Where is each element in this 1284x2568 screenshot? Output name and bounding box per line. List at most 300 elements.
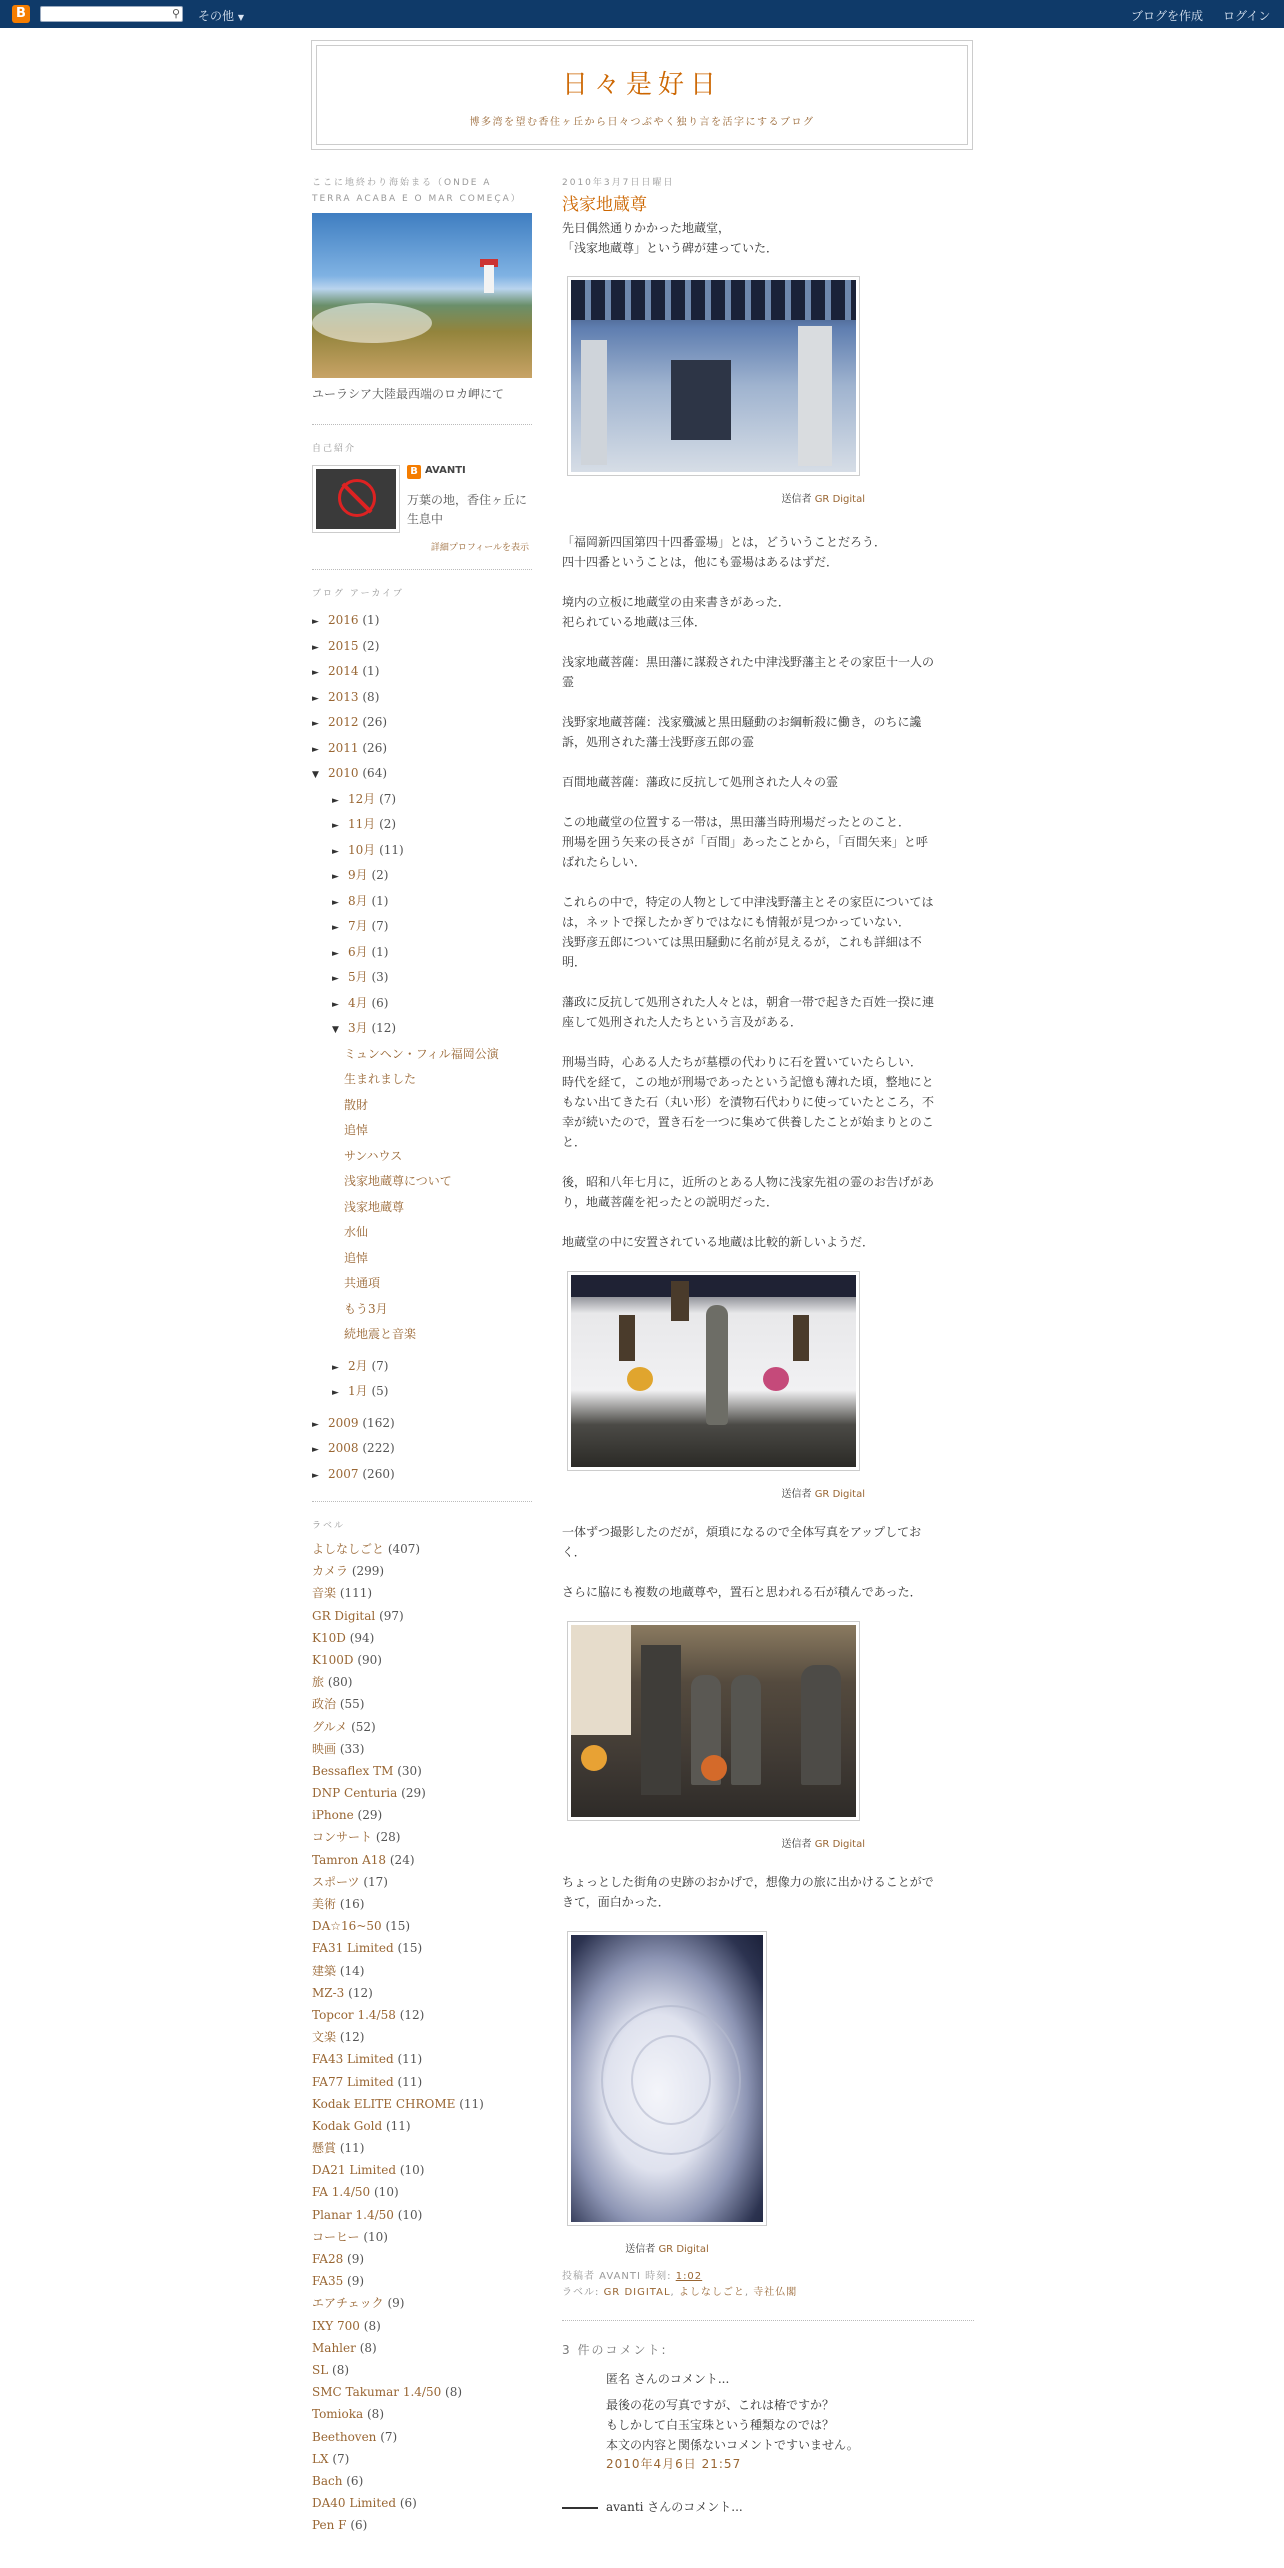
photo-album-link[interactable]: GR Digital [814, 1839, 865, 1850]
label-item [312, 2026, 532, 2048]
label-count: (8) [332, 2362, 350, 2377]
archive-link[interactable]: 10月 [348, 842, 376, 857]
comment-body: 最後の花の写真ですが、これは椿ですか？ もしかして白玉宝珠という種類なのでは？ 本文の内容と関係ないコメントですいません。 [606, 2398, 859, 2452]
post-paragraph: 浅野家地蔵菩薩：浅家殲滅と黒田騒動のお綱斬殺に働き，のちに讒 訴，処刑された藩士浅野彦五郎の霊 [562, 715, 922, 749]
label-item [312, 2048, 532, 2070]
label-count: (30) [397, 1763, 422, 1778]
archive-widget [312, 570, 532, 1502]
collapsed-toggle-icon[interactable]: ► [332, 846, 339, 857]
collapsed-toggle-icon[interactable]: ► [332, 872, 339, 882]
post-body [562, 532, 974, 1252]
label-count: (10) [397, 2207, 423, 2222]
collapsed-toggle-icon[interactable]: ► [332, 948, 339, 959]
photo-caption: 送信者 GR Digital [781, 494, 865, 505]
collapsed-toggle-icon[interactable]: ► [312, 1445, 319, 1455]
archive-link[interactable]: 3月 [348, 1021, 368, 1035]
label-link[interactable]: FA 1.4/50 [312, 2185, 371, 2200]
archive-widget-title: ブログ アーカイブ [312, 589, 404, 599]
archive-item[interactable] [312, 1118, 532, 1144]
label-count: (8) [359, 2340, 377, 2355]
label-item [312, 1582, 532, 1604]
archive-list [312, 608, 532, 1487]
label-link[interactable]: GR Digital [312, 1608, 376, 1623]
archive-item[interactable] [312, 1067, 532, 1093]
label-link[interactable]: 美術 [312, 1897, 337, 1911]
collapsed-toggle-icon[interactable]: ► [332, 1362, 339, 1373]
label-count: (10) [363, 2229, 388, 2244]
label-count: (29) [357, 1808, 383, 1823]
collapsed-toggle-icon[interactable]: ► [332, 999, 339, 1010]
label-count: (11) [397, 2052, 423, 2067]
label-count: (11) [459, 2096, 484, 2111]
comments-heading: 3 件のコメント: [562, 2343, 668, 2357]
label-item [312, 2204, 532, 2226]
label-link[interactable]: Kodak Gold [312, 2118, 383, 2133]
label-link[interactable]: iPhone [312, 1808, 354, 1823]
label-count: (7) [332, 2451, 350, 2466]
label-count: (12) [399, 2007, 425, 2022]
blog-description: 博多湾を望む香住ヶ丘から日々つぶやく独り言を活字にするブログ [469, 117, 815, 128]
label-link[interactable]: スポーツ [312, 1874, 360, 1889]
archive-item[interactable] [312, 710, 532, 736]
archive-link[interactable]: 2013 [328, 689, 359, 704]
label-count: (15) [397, 1941, 423, 1956]
label-count: (24) [389, 1852, 415, 1867]
label-item [312, 2226, 532, 2248]
navbar-more-menu[interactable]: その他 ▼ [198, 9, 244, 23]
archive-item[interactable] [312, 889, 532, 915]
archive-item[interactable] [312, 1436, 532, 1462]
archive-link[interactable]: 2010 [328, 766, 359, 780]
label-link[interactable]: SMC Takumar 1.4/50 [312, 2385, 442, 2400]
archive-count: (2) [379, 817, 397, 831]
collapsed-toggle-icon[interactable]: ► [332, 1388, 339, 1398]
archive-item[interactable] [312, 634, 532, 660]
archive-item[interactable] [312, 991, 532, 1017]
label-item [312, 1760, 532, 1782]
archive-count: (222) [362, 1441, 395, 1455]
label-item [312, 2359, 532, 2381]
labels-widget [312, 1502, 532, 2536]
label-item [312, 2270, 532, 2292]
create-blog-link[interactable]: ブログを作成 [1131, 9, 1204, 23]
collapsed-toggle-icon[interactable]: ► [312, 642, 319, 653]
label-link[interactable]: DNP Centuria [312, 1786, 398, 1801]
label-link[interactable]: Tomioka [312, 2407, 364, 2422]
label-item [312, 2248, 532, 2270]
photo-album-link[interactable]: GR Digital [814, 494, 865, 505]
label-count: (9) [347, 2274, 365, 2289]
post-paragraph: さらに脇にも複数の地蔵尊や，置石と思われる石が積んであった． [562, 1585, 922, 1599]
cabo-da-roca-photo [312, 213, 532, 378]
archive-link[interactable]: 5月 [348, 970, 368, 984]
label-link[interactable]: IXY 700 [312, 2318, 360, 2333]
label-item [312, 2470, 532, 2492]
label-link[interactable]: 建築 [312, 1963, 337, 1978]
profile-name[interactable]: AVANTI [425, 465, 466, 476]
expanded-toggle-icon[interactable]: ▼ [332, 1025, 339, 1035]
archive-count: (26) [362, 740, 388, 755]
label-link[interactable]: 懸賞 [312, 2141, 337, 2156]
labels-widget-title: ラベル [312, 1521, 346, 1531]
post-label-link[interactable]: GR DIGITAL [603, 2287, 671, 2298]
label-item [312, 1982, 532, 2004]
no-dog-sign-icon [338, 479, 376, 517]
post-paragraph: 浅家地蔵菩薩：黒田藩に謀殺された中津浅野藩主とその家臣十一人の 霊 [562, 655, 935, 689]
label-item [312, 2181, 532, 2203]
archive-link[interactable]: 追悼 [344, 1123, 369, 1137]
archive-item[interactable] [312, 1169, 532, 1195]
label-item [312, 1716, 532, 1738]
post-paragraph: 境内の立板に地蔵堂の由来書きがあった． 祀られている地蔵は三体． [562, 595, 790, 629]
post-photo[interactable] [567, 1271, 860, 1471]
post-photo[interactable] [567, 1621, 860, 1821]
label-link[interactable]: DA☆16~50 [312, 1919, 382, 1934]
post-paragraph: ちょっとした街角の史跡のおかげで，想像力の旅に出かけることがで きて，面白かった． [562, 1875, 934, 1909]
archive-link[interactable]: 2008 [328, 1441, 359, 1455]
archive-count: (1) [362, 613, 380, 627]
post-paragraph: これらの中で，特定の人物として中津浅野藩主とその家臣については は，ネットで探したかぎりではなにも情報が見つかっていない． 浅野彦五郎については黒田騒動に名前が見えるが，これも詳細は不 明． [562, 895, 934, 969]
label-count: (8) [363, 2318, 381, 2333]
label-link[interactable]: K10D [312, 1630, 346, 1645]
archive-item[interactable] [312, 1297, 532, 1323]
archive-item[interactable] [312, 965, 532, 991]
post-divider [562, 2320, 974, 2321]
label-item [312, 1538, 532, 1560]
archive-item[interactable] [312, 659, 532, 685]
post-label-link[interactable]: よしなしごと [678, 2287, 745, 2298]
label-count: (6) [346, 2473, 364, 2488]
label-item [312, 1649, 532, 1671]
label-item [312, 2337, 532, 2359]
collapsed-toggle-icon[interactable]: ► [332, 795, 339, 806]
archive-link[interactable]: 2012 [328, 715, 359, 729]
archive-link[interactable]: 2月 [348, 1358, 368, 1373]
archive-item[interactable] [312, 685, 532, 711]
label-link[interactable]: Planar 1.4/50 [312, 2207, 394, 2222]
label-link[interactable]: エアチェック [312, 2296, 384, 2311]
archive-item[interactable] [312, 1271, 532, 1297]
archive-link[interactable]: 2016 [328, 613, 359, 627]
archive-count: (7) [371, 919, 389, 933]
archive-link[interactable]: 9月 [348, 868, 368, 882]
comment [606, 2369, 859, 2472]
label-link[interactable]: コーヒー [312, 2229, 360, 2244]
archive-item[interactable] [312, 608, 532, 634]
archive-link[interactable]: 浅家地蔵尊 [344, 1199, 405, 1214]
post-paragraph: 藩政に反抗して処刑された人々とは，朝倉一帯で起きた百姓一揆に連 座して処刑された人たちという言及がある． [562, 995, 935, 1029]
archive-link[interactable]: 2007 [328, 1466, 359, 1481]
blogger-profile-icon: B [407, 465, 421, 479]
label-item [312, 2514, 532, 2536]
collapsed-toggle-icon[interactable]: ► [312, 744, 319, 755]
archive-item[interactable] [312, 838, 532, 864]
archive-count: (7) [379, 791, 397, 806]
label-count: (11) [385, 2118, 411, 2133]
archive-link[interactable]: 2014 [328, 664, 359, 678]
photo-album-link[interactable]: GR Digital [814, 1489, 865, 1500]
label-count: (9) [387, 2296, 405, 2311]
archive-link[interactable]: 2015 [328, 638, 359, 653]
expanded-toggle-icon[interactable]: ▼ [312, 770, 319, 780]
collapsed-toggle-icon[interactable]: ► [312, 617, 319, 627]
label-count: (6) [350, 2518, 368, 2533]
label-item [312, 1627, 532, 1649]
archive-link[interactable]: サンハウス [344, 1148, 403, 1163]
label-link[interactable]: DA40 Limited [312, 2496, 396, 2511]
label-count: (17) [363, 1874, 388, 1889]
label-link[interactable]: SL [312, 2362, 329, 2377]
collapsed-toggle-icon[interactable]: ► [332, 897, 339, 908]
post-paragraph: 百間地蔵菩薩：藩政に反抗して処刑された人々の霊 [562, 775, 839, 789]
label-item [312, 1960, 532, 1982]
photo-widget-title: ここに地終わり海始まる（ONDE A TERRA ACABA E O MAR COMEÇA） [312, 178, 522, 204]
label-link[interactable]: Kodak ELITE CHROME [312, 2096, 456, 2111]
archive-count: (26) [362, 715, 388, 729]
label-count: (11) [397, 2074, 423, 2089]
label-link[interactable]: FA28 [312, 2252, 344, 2266]
archive-link[interactable]: 水仙 [344, 1225, 369, 1239]
label-link[interactable]: FA35 [312, 2274, 344, 2289]
label-link[interactable]: FA43 Limited [312, 2052, 394, 2067]
archive-item[interactable] [312, 1246, 532, 1272]
archive-link[interactable]: 2011 [328, 740, 359, 755]
blog-header [311, 40, 973, 150]
label-link[interactable]: よしなしごと [312, 1542, 385, 1556]
label-count: (94) [349, 1630, 375, 1645]
archive-item[interactable] [312, 812, 532, 838]
archive-link[interactable]: 11月 [348, 817, 376, 831]
label-count: (90) [357, 1652, 382, 1667]
label-link[interactable]: DA21 Limited [312, 2163, 396, 2178]
label-item [312, 1915, 532, 1937]
archive-link[interactable]: 1月 [348, 1384, 368, 1398]
comment-author[interactable]: avanti さんのコメント... [606, 2500, 743, 2514]
archive-link[interactable]: 4月 [348, 995, 368, 1010]
collapsed-toggle-icon[interactable]: ► [312, 693, 319, 704]
archive-item[interactable] [312, 1462, 532, 1488]
collapsed-toggle-icon[interactable]: ► [312, 1419, 319, 1430]
photo-caption: 送信者 GR Digital [625, 2244, 709, 2255]
post-footer: 投稿者 AVANTI 時刻: 1:02 ラベル: GR DIGITAL, よしなしごと, 寺社仏閣 [562, 2271, 798, 2298]
label-item [312, 1937, 532, 1959]
archive-count: (8) [362, 689, 380, 704]
archive-item[interactable] [312, 914, 532, 940]
archive-link[interactable]: 浅家地蔵尊について [344, 1174, 452, 1188]
photo-caption: 送信者 GR Digital [781, 1489, 865, 1500]
label-count: (12) [348, 1985, 373, 2000]
profile-widget [312, 425, 532, 570]
archive-item[interactable] [312, 1093, 532, 1119]
profile-widget-title: 自己紹介 [312, 444, 357, 454]
label-item [312, 2315, 532, 2337]
label-link[interactable]: 映画 [312, 1741, 337, 1756]
blog-title[interactable]: 日々是好日 [561, 70, 722, 100]
post-intro: 先日偶然通りかかった地蔵堂， 「浅家地蔵尊」という碑が建っていた． [562, 221, 779, 255]
archive-link[interactable]: 8月 [348, 893, 368, 908]
label-link[interactable]: FA31 Limited [312, 1941, 394, 1956]
label-count: (97) [379, 1608, 404, 1623]
archive-count: (2) [362, 638, 380, 653]
label-count: (10) [374, 2185, 399, 2200]
label-item [312, 1671, 532, 1693]
profile-location: 万葉の地，香住ヶ丘に生息中 [407, 493, 528, 526]
label-link[interactable]: 旅 [312, 1675, 325, 1690]
archive-count: (7) [371, 1358, 389, 1373]
label-item [312, 2292, 532, 2314]
archive-link[interactable]: 共通項 [344, 1276, 381, 1290]
archive-item[interactable] [312, 787, 532, 813]
comment-marker [562, 2507, 598, 2509]
label-count: (6) [399, 2496, 417, 2511]
label-link[interactable]: カメラ [312, 1564, 349, 1579]
label-item [312, 1826, 532, 1848]
label-count: (8) [367, 2407, 384, 2422]
label-link[interactable]: K100D [312, 1652, 354, 1667]
comment [606, 2497, 743, 2517]
label-count: (407) [387, 1542, 421, 1556]
label-link[interactable]: 政治 [312, 1697, 337, 1712]
archive-count: (1) [371, 944, 389, 959]
comment-date[interactable]: 2010年4月6日 21:57 [606, 2457, 742, 2471]
archive-count: (12) [371, 1021, 397, 1035]
caret-down-icon: ▼ [237, 13, 244, 22]
collapsed-toggle-icon[interactable]: ► [312, 719, 319, 729]
label-count: (7) [380, 2429, 398, 2444]
label-count: (299) [351, 1564, 385, 1579]
archive-link[interactable]: 6月 [348, 944, 368, 959]
photo-widget [312, 175, 532, 425]
label-link[interactable]: Mahler [312, 2340, 356, 2355]
post-photo[interactable] [567, 276, 860, 476]
photo-caption: ユーラシア大陸最西端のロカ岬にて [312, 387, 505, 401]
label-item [312, 1893, 532, 1915]
post-timestamp-link[interactable]: 1:02 [675, 2271, 703, 2282]
collapsed-toggle-icon[interactable]: ► [332, 974, 339, 984]
label-item [312, 2071, 532, 2093]
collapsed-toggle-icon[interactable]: ► [312, 1470, 319, 1481]
archive-item[interactable] [312, 1144, 532, 1170]
archive-link[interactable]: 12月 [348, 791, 376, 806]
photo-album-link[interactable]: GR Digital [658, 2244, 709, 2255]
archive-count: (64) [362, 766, 388, 780]
archive-link[interactable]: 7月 [348, 919, 368, 933]
post-title[interactable]: 浅家地蔵尊 [562, 195, 647, 215]
label-link[interactable]: FA77 Limited [312, 2074, 394, 2089]
label-link[interactable]: 音楽 [312, 1586, 337, 1601]
label-link[interactable]: 文楽 [312, 2030, 337, 2045]
label-count: (12) [339, 2030, 365, 2045]
archive-item[interactable] [312, 1220, 532, 1246]
archive-item[interactable] [312, 1195, 532, 1221]
archive-link[interactable]: ミュンヘン・フィル福岡公演 [344, 1046, 499, 1061]
label-count: (33) [339, 1741, 365, 1756]
navbar-search-input[interactable] [40, 6, 183, 22]
label-item [312, 1849, 532, 1871]
label-item [312, 1560, 532, 1582]
archive-item[interactable] [312, 736, 532, 762]
post-photo[interactable] [567, 1931, 767, 2226]
login-link[interactable]: ログイン [1223, 9, 1271, 23]
labels-list [312, 1538, 532, 2536]
collapsed-toggle-icon[interactable]: ► [332, 821, 339, 831]
label-link[interactable]: グルメ [312, 1719, 348, 1734]
label-link[interactable]: Bach [312, 2473, 343, 2488]
search-icon[interactable]: ⚲ [171, 7, 180, 20]
post-date: 2010年3月7日日曜日 [562, 178, 675, 188]
collapsed-toggle-icon[interactable]: ► [332, 923, 339, 933]
archive-count: (6) [371, 995, 389, 1010]
label-link[interactable]: Bessaflex TM [312, 1763, 394, 1778]
archive-item[interactable] [312, 863, 532, 889]
archive-count: (5) [371, 1384, 389, 1398]
archive-item[interactable] [312, 1379, 532, 1405]
label-link[interactable]: LX [312, 2451, 329, 2466]
label-item [312, 1782, 532, 1804]
archive-item[interactable] [312, 1042, 532, 1068]
archive-link[interactable]: もう3月 [344, 1301, 388, 1316]
archive-item[interactable] [312, 940, 532, 966]
label-link[interactable]: MZ-3 [312, 1985, 345, 2000]
post-paragraph: 一体ずつ撮影したのだが，煩瑣になるので全体写真をアップしてお く． [562, 1525, 922, 1559]
photo-caption: 送信者 GR Digital [781, 1839, 865, 1850]
label-item [312, 2492, 532, 2514]
label-count: (29) [401, 1786, 426, 1801]
archive-item[interactable] [312, 1411, 532, 1437]
label-count: (9) [347, 2252, 365, 2266]
label-link[interactable]: コンサート [312, 1830, 373, 1845]
label-count: (11) [339, 2141, 365, 2156]
comment-author[interactable]: 匿名 さんのコメント... [606, 2372, 730, 2386]
archive-link[interactable]: 生まれました [344, 1072, 417, 1086]
label-item [312, 2115, 532, 2137]
archive-item[interactable] [312, 1322, 532, 1348]
label-item [312, 2093, 532, 2115]
label-link[interactable]: Topcor 1.4/58 [312, 2007, 396, 2022]
label-item [312, 2381, 532, 2403]
label-item [312, 2137, 532, 2159]
archive-item[interactable] [312, 1016, 532, 1042]
archive-link[interactable]: 追悼 [344, 1250, 369, 1265]
archive-link[interactable]: 続地震と音楽 [344, 1327, 417, 1341]
blogger-logo-icon[interactable]: B [12, 5, 30, 23]
label-count: (80) [327, 1675, 353, 1690]
archive-count: (260) [362, 1466, 395, 1481]
label-count: (16) [339, 1897, 365, 1911]
label-count: (10) [399, 2163, 425, 2178]
view-profile-link[interactable]: 詳細プロフィールを表示 [430, 543, 529, 553]
label-item [312, 2004, 532, 2026]
label-count: (28) [375, 1830, 401, 1845]
archive-link[interactable]: 2009 [328, 1415, 359, 1430]
label-link[interactable]: Pen F [312, 2518, 347, 2533]
label-link[interactable]: Tamron A18 [312, 1852, 387, 1867]
label-count: (55) [339, 1697, 365, 1712]
archive-link[interactable]: 散財 [344, 1097, 369, 1112]
main-column [562, 175, 974, 2541]
label-count: (8) [445, 2385, 463, 2400]
archive-count: (2) [371, 868, 389, 882]
archive-item[interactable] [312, 1354, 532, 1380]
archive-item[interactable] [312, 761, 532, 787]
archive-count: (3) [371, 970, 389, 984]
label-link[interactable]: Beethoven [312, 2429, 377, 2444]
avatar[interactable] [312, 465, 400, 533]
label-item [312, 1871, 532, 1893]
label-item [312, 1804, 532, 1826]
post-label-link[interactable]: 寺社仏閣 [753, 2287, 798, 2298]
collapsed-toggle-icon[interactable]: ► [312, 668, 319, 678]
